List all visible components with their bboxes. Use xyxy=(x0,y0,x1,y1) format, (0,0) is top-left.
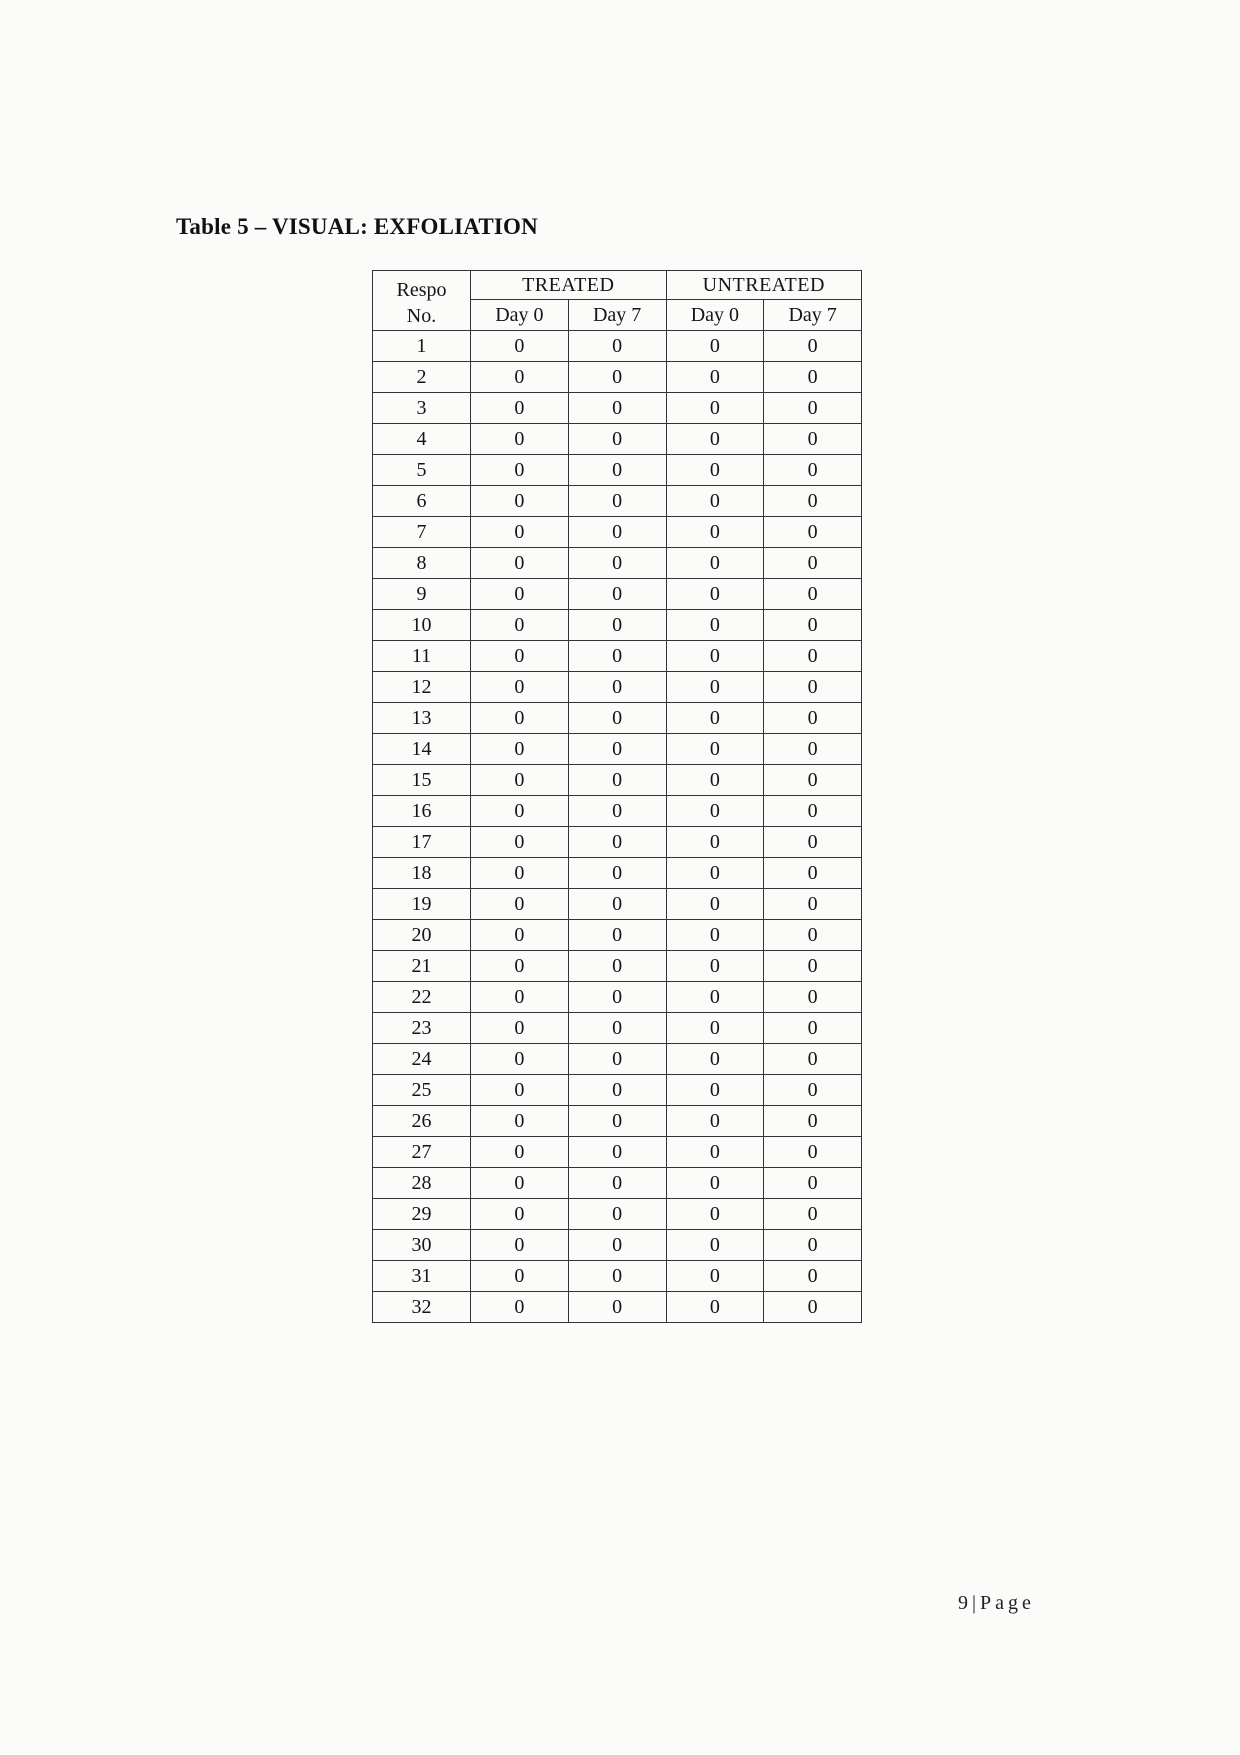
untreated-day7-value: 0 xyxy=(764,982,862,1013)
respondent-number: 30 xyxy=(373,1230,471,1261)
respondent-number: 11 xyxy=(373,641,471,672)
untreated-day0-value: 0 xyxy=(666,1230,764,1261)
untreated-day7-value: 0 xyxy=(764,579,862,610)
treated-day0-value: 0 xyxy=(471,486,569,517)
respondent-number: 10 xyxy=(373,610,471,641)
table-row xyxy=(373,1137,862,1168)
treated-day7-value: 0 xyxy=(568,796,666,827)
treated-day7-value: 0 xyxy=(568,858,666,889)
treated-day7-value: 0 xyxy=(568,920,666,951)
untreated-day0-value: 0 xyxy=(666,1044,764,1075)
table-row xyxy=(373,331,862,362)
untreated-day0-value: 0 xyxy=(666,765,764,796)
treated-day7-value: 0 xyxy=(568,393,666,424)
treated-day0-value: 0 xyxy=(471,1013,569,1044)
treated-day7-value: 0 xyxy=(568,703,666,734)
untreated-day7-value: 0 xyxy=(764,1106,862,1137)
treated-day0-value: 0 xyxy=(471,734,569,765)
table-row xyxy=(373,1168,862,1199)
untreated-day0-value: 0 xyxy=(666,1199,764,1230)
untreated-day0-value: 0 xyxy=(666,610,764,641)
treated-day7-value: 0 xyxy=(568,1230,666,1261)
table-row xyxy=(373,672,862,703)
respondent-number: 16 xyxy=(373,796,471,827)
treated-day0-value: 0 xyxy=(471,548,569,579)
untreated-day7-value: 0 xyxy=(764,548,862,579)
respondent-number: 32 xyxy=(373,1292,471,1323)
table-row xyxy=(373,920,862,951)
treated-day0-value: 0 xyxy=(471,1292,569,1323)
treated-day0-value: 0 xyxy=(471,517,569,548)
table-row xyxy=(373,393,862,424)
untreated-day0-value: 0 xyxy=(666,827,764,858)
respondent-number: 1 xyxy=(373,331,471,362)
table-row xyxy=(373,424,862,455)
untreated-day7-value: 0 xyxy=(764,734,862,765)
treated-day7-value: 0 xyxy=(568,982,666,1013)
table-row xyxy=(373,889,862,920)
treated-day0-value: 0 xyxy=(471,951,569,982)
respo-header-line2: No. xyxy=(406,304,437,327)
page-footer xyxy=(958,1592,1035,1615)
respondent-number: 5 xyxy=(373,455,471,486)
page-title: Table 5 – VISUAL: EXFOLIATION xyxy=(176,214,538,239)
treated-day0-value: 0 xyxy=(471,920,569,951)
untreated-day0-value: 0 xyxy=(666,362,764,393)
untreated-day0-value: 0 xyxy=(666,796,764,827)
untreated-day7-value: 0 xyxy=(764,889,862,920)
table-row xyxy=(373,765,862,796)
untreated-day0-value: 0 xyxy=(666,579,764,610)
respondent-number: 2 xyxy=(373,362,471,393)
treated-day7-value: 0 xyxy=(568,734,666,765)
treated-day0-value: 0 xyxy=(471,1044,569,1075)
table-row xyxy=(373,951,862,982)
table-row xyxy=(373,610,862,641)
untreated-day7-value: 0 xyxy=(764,951,862,982)
treated-day0-value: 0 xyxy=(471,424,569,455)
untreated-day0-value: 0 xyxy=(666,424,764,455)
table-row xyxy=(373,641,862,672)
treated-day0-value: 0 xyxy=(471,858,569,889)
treated-day0-value: 0 xyxy=(471,1075,569,1106)
respondent-number: 21 xyxy=(373,951,471,982)
footer-separator: | xyxy=(972,1592,977,1614)
treated-day7-value: 0 xyxy=(568,455,666,486)
untreated-day0-value: 0 xyxy=(666,1013,764,1044)
untreated-day7-value: 0 xyxy=(764,796,862,827)
treated-day0-value: 0 xyxy=(471,1199,569,1230)
treated-day7-value: 0 xyxy=(568,579,666,610)
treated-day7-value: 0 xyxy=(568,1013,666,1044)
table-row xyxy=(373,548,862,579)
header-row-groups xyxy=(373,271,862,300)
treated-day7-value: 0 xyxy=(568,331,666,362)
table-row xyxy=(373,1013,862,1044)
untreated-day7-value: 0 xyxy=(764,610,862,641)
untreated-day0-value: 0 xyxy=(666,1261,764,1292)
treated-day7-value: 0 xyxy=(568,517,666,548)
respondent-number: 8 xyxy=(373,548,471,579)
respo-no-header xyxy=(373,271,471,331)
untreated-day0-header: Day 0 xyxy=(666,300,764,331)
treated-day0-header: Day 0 xyxy=(471,300,569,331)
treated-day7-value: 0 xyxy=(568,548,666,579)
untreated-group-header: UNTREATED xyxy=(666,271,862,300)
treated-day7-value: 0 xyxy=(568,486,666,517)
untreated-day7-value: 0 xyxy=(764,1013,862,1044)
respondent-number: 28 xyxy=(373,1168,471,1199)
untreated-day7-value: 0 xyxy=(764,858,862,889)
untreated-day0-value: 0 xyxy=(666,486,764,517)
exfoliation-table xyxy=(372,270,862,1323)
treated-day0-value: 0 xyxy=(471,393,569,424)
table-row xyxy=(373,455,862,486)
treated-day7-value: 0 xyxy=(568,1044,666,1075)
table-row xyxy=(373,982,862,1013)
untreated-day0-value: 0 xyxy=(666,393,764,424)
treated-day0-value: 0 xyxy=(471,1230,569,1261)
treated-day7-value: 0 xyxy=(568,641,666,672)
untreated-day7-value: 0 xyxy=(764,1075,862,1106)
table-row xyxy=(373,1292,862,1323)
untreated-day0-value: 0 xyxy=(666,1075,764,1106)
table-row xyxy=(373,1230,862,1261)
table-row xyxy=(373,1044,862,1075)
respondent-number: 22 xyxy=(373,982,471,1013)
respondent-number: 14 xyxy=(373,734,471,765)
treated-day0-value: 0 xyxy=(471,827,569,858)
table-body xyxy=(373,331,862,1323)
treated-day0-value: 0 xyxy=(471,796,569,827)
untreated-day7-value: 0 xyxy=(764,920,862,951)
untreated-day0-value: 0 xyxy=(666,548,764,579)
untreated-day0-value: 0 xyxy=(666,734,764,765)
table-row xyxy=(373,1106,862,1137)
respondent-number: 27 xyxy=(373,1137,471,1168)
untreated-day7-value: 0 xyxy=(764,1199,862,1230)
respondent-number: 4 xyxy=(373,424,471,455)
treated-day7-header: Day 7 xyxy=(568,300,666,331)
respo-header-line1: Respo xyxy=(396,278,447,301)
table-row xyxy=(373,1075,862,1106)
treated-day0-value: 0 xyxy=(471,579,569,610)
untreated-day0-value: 0 xyxy=(666,920,764,951)
treated-day7-value: 0 xyxy=(568,889,666,920)
untreated-day0-value: 0 xyxy=(666,672,764,703)
table-row xyxy=(373,362,862,393)
table-row xyxy=(373,1199,862,1230)
table-row xyxy=(373,1261,862,1292)
respondent-number: 24 xyxy=(373,1044,471,1075)
treated-day7-value: 0 xyxy=(568,1168,666,1199)
untreated-day7-value: 0 xyxy=(764,517,862,548)
page-number: 9 xyxy=(958,1592,968,1614)
untreated-day7-header: Day 7 xyxy=(764,300,862,331)
untreated-day0-value: 0 xyxy=(666,1137,764,1168)
untreated-day7-value: 0 xyxy=(764,1230,862,1261)
untreated-day7-value: 0 xyxy=(764,703,862,734)
respondent-number: 12 xyxy=(373,672,471,703)
table-row xyxy=(373,579,862,610)
respondent-number: 3 xyxy=(373,393,471,424)
untreated-day7-value: 0 xyxy=(764,672,862,703)
untreated-day0-value: 0 xyxy=(666,1106,764,1137)
treated-day7-value: 0 xyxy=(568,951,666,982)
table-header xyxy=(373,271,862,331)
untreated-day0-value: 0 xyxy=(666,641,764,672)
treated-day0-value: 0 xyxy=(471,362,569,393)
page-label: Page xyxy=(980,1592,1035,1614)
table-row xyxy=(373,486,862,517)
respondent-number: 6 xyxy=(373,486,471,517)
untreated-day7-value: 0 xyxy=(764,1292,862,1323)
treated-day7-value: 0 xyxy=(568,765,666,796)
untreated-day7-value: 0 xyxy=(764,393,862,424)
untreated-day0-value: 0 xyxy=(666,703,764,734)
untreated-day7-value: 0 xyxy=(764,424,862,455)
untreated-day0-value: 0 xyxy=(666,1168,764,1199)
treated-day7-value: 0 xyxy=(568,1292,666,1323)
treated-day0-value: 0 xyxy=(471,1168,569,1199)
treated-day7-value: 0 xyxy=(568,610,666,641)
treated-day7-value: 0 xyxy=(568,672,666,703)
untreated-day0-value: 0 xyxy=(666,331,764,362)
treated-day7-value: 0 xyxy=(568,1199,666,1230)
untreated-day0-value: 0 xyxy=(666,982,764,1013)
untreated-day7-value: 0 xyxy=(764,641,862,672)
respondent-number: 15 xyxy=(373,765,471,796)
treated-day0-value: 0 xyxy=(471,672,569,703)
respondent-number: 13 xyxy=(373,703,471,734)
untreated-day7-value: 0 xyxy=(764,1261,862,1292)
treated-day7-value: 0 xyxy=(568,1106,666,1137)
treated-day0-value: 0 xyxy=(471,610,569,641)
untreated-day7-value: 0 xyxy=(764,1168,862,1199)
respondent-number: 17 xyxy=(373,827,471,858)
untreated-day0-value: 0 xyxy=(666,858,764,889)
treated-day0-value: 0 xyxy=(471,1261,569,1292)
table-row xyxy=(373,734,862,765)
treated-day7-value: 0 xyxy=(568,1075,666,1106)
respondent-number: 7 xyxy=(373,517,471,548)
respondent-number: 23 xyxy=(373,1013,471,1044)
treated-day0-value: 0 xyxy=(471,641,569,672)
respondent-number: 25 xyxy=(373,1075,471,1106)
treated-day7-value: 0 xyxy=(568,362,666,393)
respondent-number: 9 xyxy=(373,579,471,610)
treated-day7-value: 0 xyxy=(568,1137,666,1168)
respondent-number: 29 xyxy=(373,1199,471,1230)
untreated-day0-value: 0 xyxy=(666,951,764,982)
treated-day0-value: 0 xyxy=(471,331,569,362)
untreated-day0-value: 0 xyxy=(666,517,764,548)
exfoliation-table-container xyxy=(372,270,861,1323)
treated-day0-value: 0 xyxy=(471,455,569,486)
treated-day0-value: 0 xyxy=(471,1137,569,1168)
untreated-day0-value: 0 xyxy=(666,1292,764,1323)
respondent-number: 26 xyxy=(373,1106,471,1137)
untreated-day7-value: 0 xyxy=(764,1044,862,1075)
table-row xyxy=(373,858,862,889)
untreated-day7-value: 0 xyxy=(764,827,862,858)
respondent-number: 18 xyxy=(373,858,471,889)
table-row xyxy=(373,796,862,827)
treated-day7-value: 0 xyxy=(568,424,666,455)
treated-day0-value: 0 xyxy=(471,1106,569,1137)
treated-day0-value: 0 xyxy=(471,703,569,734)
untreated-day7-value: 0 xyxy=(764,1137,862,1168)
respondent-number: 19 xyxy=(373,889,471,920)
table-row xyxy=(373,827,862,858)
table-row xyxy=(373,703,862,734)
untreated-day7-value: 0 xyxy=(764,362,862,393)
untreated-day0-value: 0 xyxy=(666,889,764,920)
table-row xyxy=(373,517,862,548)
respondent-number: 20 xyxy=(373,920,471,951)
untreated-day7-value: 0 xyxy=(764,331,862,362)
untreated-day7-value: 0 xyxy=(764,486,862,517)
respondent-number: 31 xyxy=(373,1261,471,1292)
treated-group-header: TREATED xyxy=(471,271,667,300)
treated-day0-value: 0 xyxy=(471,765,569,796)
treated-day7-value: 0 xyxy=(568,1261,666,1292)
treated-day7-value: 0 xyxy=(568,827,666,858)
untreated-day7-value: 0 xyxy=(764,455,862,486)
treated-day0-value: 0 xyxy=(471,889,569,920)
treated-day0-value: 0 xyxy=(471,982,569,1013)
untreated-day0-value: 0 xyxy=(666,455,764,486)
untreated-day7-value: 0 xyxy=(764,765,862,796)
